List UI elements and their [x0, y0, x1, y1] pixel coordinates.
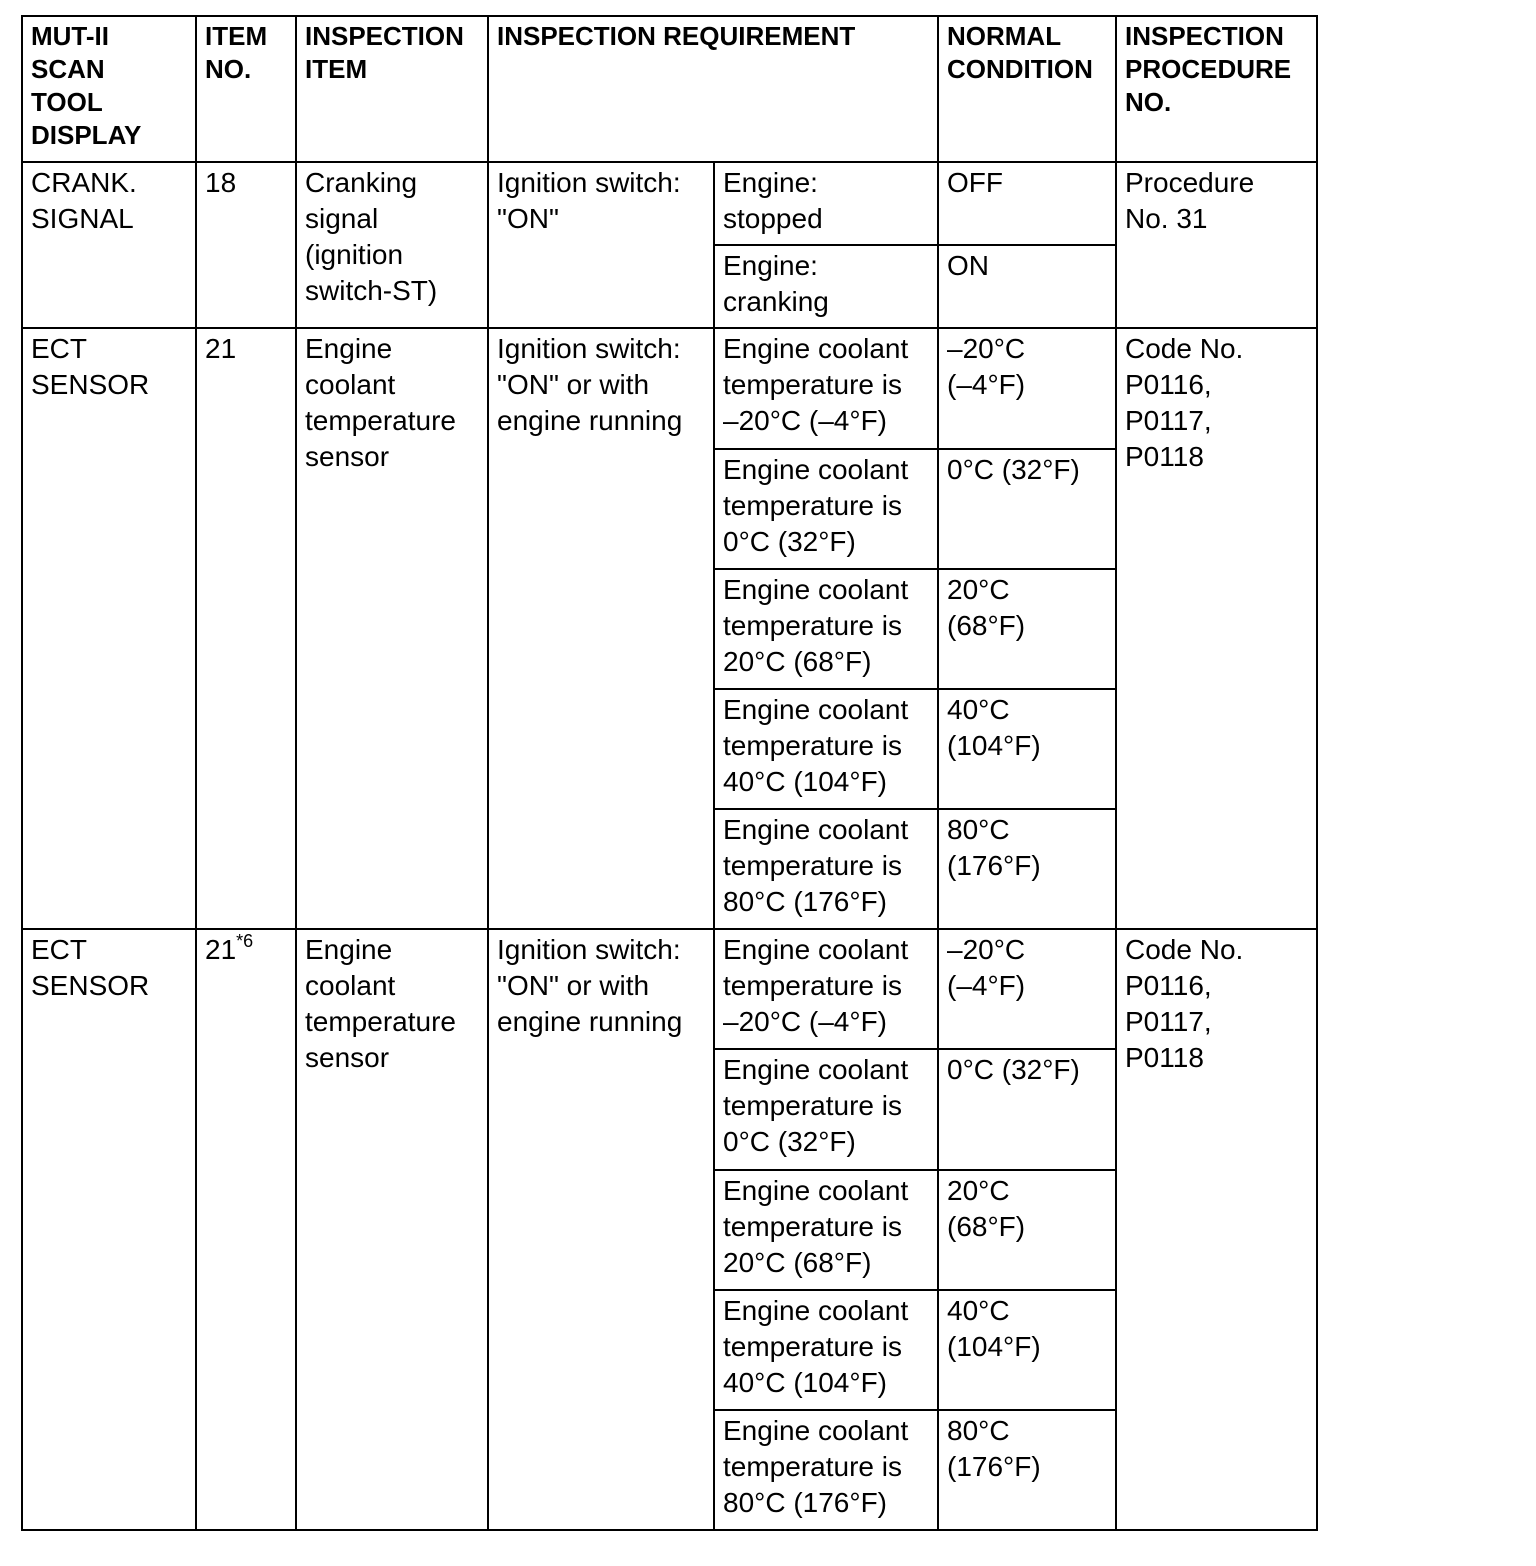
normal-cell: 20°C (68°F)	[938, 569, 1116, 689]
condition-cell: Engine coolant temperature is 80°C (176°F)	[714, 1410, 938, 1530]
inspection-item-cell: Cranking signal (ignition switch-ST)	[296, 162, 488, 328]
header-display: MUT-II SCAN TOOL DISPLAY	[22, 16, 196, 162]
footnote-marker: *6	[236, 931, 254, 952]
table-row	[22, 162, 1317, 245]
normal-cell: 40°C (104°F)	[938, 1290, 1116, 1410]
condition-cell: Engine coolant temperature is –20°C (–4°F)	[714, 328, 938, 448]
header-item-no: ITEM NO.	[196, 16, 296, 162]
inspection-item-cell: Engine coolant temperature sensor	[296, 929, 488, 1530]
condition-cell: Engine: stopped	[714, 162, 938, 245]
inspection-item-cell: Engine coolant temperature sensor	[296, 328, 488, 929]
item-no-value: 21	[205, 934, 237, 966]
item-no-cell	[196, 929, 296, 1530]
condition-cell: Engine coolant temperature is 0°C (32°F)	[714, 449, 938, 569]
normal-cell: –20°C (–4°F)	[938, 929, 1116, 1049]
header-inspection-item: INSPECTION ITEM	[296, 16, 488, 162]
condition-cell: Engine coolant temperature is 0°C (32°F)	[714, 1049, 938, 1169]
display-cell: ECT SENSOR	[22, 929, 196, 1530]
normal-cell: 0°C (32°F)	[938, 449, 1116, 569]
header-row	[22, 16, 1317, 162]
display-cell: ECT SENSOR	[22, 328, 196, 929]
condition-cell: Engine coolant temperature is 40°C (104°F)	[714, 1290, 938, 1410]
requirement-cell: Ignition switch: "ON" or with engine running	[488, 929, 714, 1530]
requirement-cell: Ignition switch: "ON" or with engine running	[488, 328, 714, 929]
normal-cell: 20°C (68°F)	[938, 1170, 1116, 1290]
normal-cell: 0°C (32°F)	[938, 1049, 1116, 1169]
normal-cell: –20°C (–4°F)	[938, 328, 1116, 448]
display-cell: CRANK. SIGNAL	[22, 162, 196, 328]
normal-cell: ON	[938, 245, 1116, 328]
item-no-cell: 18	[196, 162, 296, 328]
condition-cell: Engine coolant temperature is 20°C (68°F)	[714, 1170, 938, 1290]
inspection-table	[21, 15, 1318, 1531]
procedure-cell: Procedure No. 31	[1116, 162, 1317, 328]
table-row	[22, 929, 1317, 1049]
header-inspection-requirement: INSPECTION REQUIREMENT	[488, 16, 938, 162]
condition-cell: Engine coolant temperature is 40°C (104°F)	[714, 689, 938, 809]
header-normal-condition: NORMAL CONDITION	[938, 16, 1116, 162]
normal-cell: 40°C (104°F)	[938, 689, 1116, 809]
condition-cell: Engine coolant temperature is 80°C (176°F)	[714, 809, 938, 929]
normal-cell: 80°C (176°F)	[938, 809, 1116, 929]
item-no-cell: 21	[196, 328, 296, 929]
requirement-cell: Ignition switch: "ON"	[488, 162, 714, 328]
condition-cell: Engine coolant temperature is 20°C (68°F)	[714, 569, 938, 689]
procedure-cell: Code No. P0116, P0117, P0118	[1116, 929, 1317, 1530]
header-procedure-no: INSPECTION PROCEDURE NO.	[1116, 16, 1317, 162]
normal-cell: 80°C (176°F)	[938, 1410, 1116, 1530]
condition-cell: Engine: cranking	[714, 245, 938, 328]
table-row	[22, 328, 1317, 448]
normal-cell: OFF	[938, 162, 1116, 245]
procedure-cell: Code No. P0116, P0117, P0118	[1116, 328, 1317, 929]
condition-cell: Engine coolant temperature is –20°C (–4°F)	[714, 929, 938, 1049]
